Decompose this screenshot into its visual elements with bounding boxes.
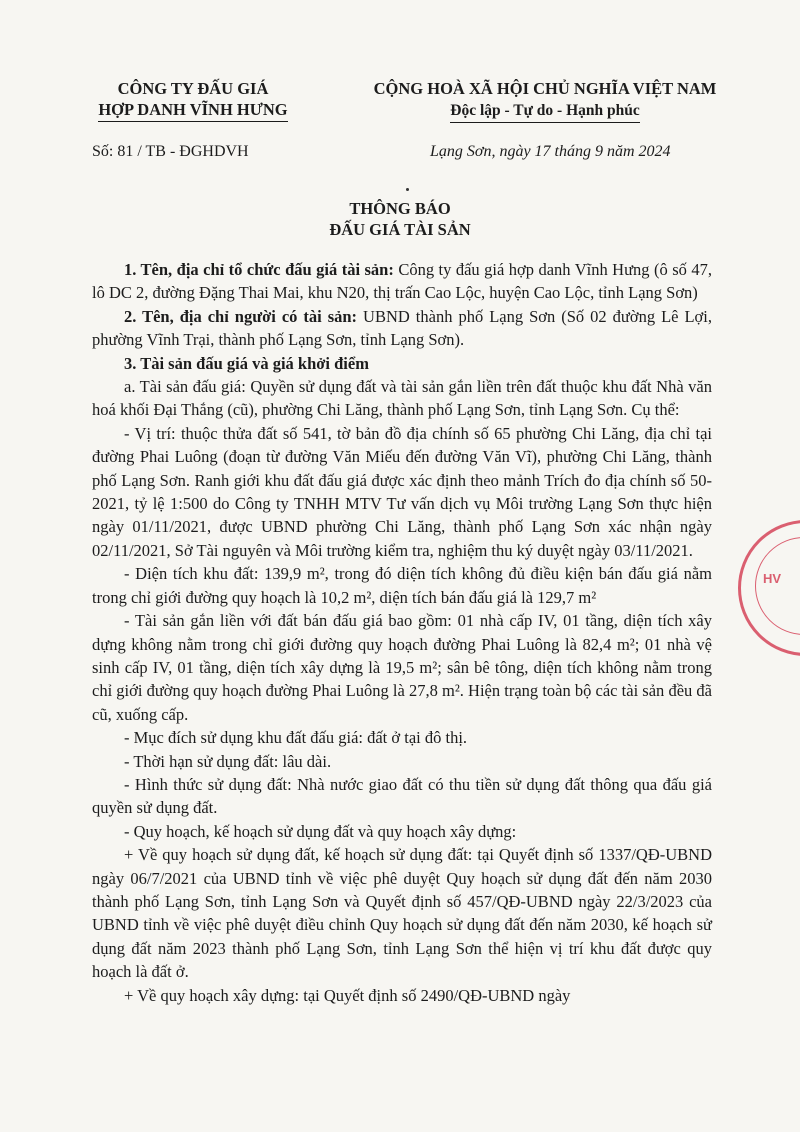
section-2 — [92, 305, 712, 352]
paragraph-location: - Vị trí: thuộc thửa đất số 541, tờ bản đồ địa chính số 65 phường Chi Lăng, địa chỉ tại đường Phai Luông (đoạn từ đường Văn Miếu đến đường Văn Vĩ), phường Chi Lăng, thành phố Lạng Sơn. Ranh giới khu đất đấu giá được xác định theo mảnh Trích đo địa chính số 50-2021, tỷ lệ 1:500 do Công ty TNHH MTV Tư vấn dịch vụ Môi trường Lạng Sơn thực hiện ngày 01/11/2021, được UBND phường Chi Lăng, thành phố Lạng Sơn xác nhận ngày 02/11/2021, Sở Tài nguyên và Môi trường kiểm tra, nghiệm thu ký duyệt ngày 03/11/2021. — [92, 423, 712, 560]
section-3-heading: 3. Tài sản đấu giá và giá khởi điểm — [124, 353, 369, 373]
paragraph-purpose: - Mục đích sử dụng khu đất đấu giá: đất ở tại đô thị. — [124, 728, 468, 748]
place-and-date: Lạng Sơn, ngày 17 tháng 9 năm 2024 — [430, 143, 671, 160]
organization-header — [78, 78, 308, 122]
org-name-line2: HỢP DANH VĨNH HƯNG — [98, 99, 287, 122]
title-line1: THÔNG BÁO — [349, 199, 451, 218]
stamp-text: HV — [763, 571, 782, 586]
ink-dot — [406, 188, 409, 191]
paragraph-land-use: + Về quy hoạch sử dụng đất, kế hoạch sử dụng đất: tại Quyết định số 1337/QĐ-UBND ngày 06/7/2021 của UBND tỉnh về việc phê duyệt Quy hoạch sử dụng đất đến năm 2030 thành phố Lạng Sơn, tỉnh Lạng Sơn và Quyết định số 457/QĐ-UBND ngày 22/3/2023 của UBND tỉnh về việc phê duyệt điều chỉnh Quy hoạch sử dụng đất đến năm 2030, kế hoạch sử dụng đất năm 2023 thành phố Lạng Sơn, tỉnh Lạng Sơn thể hiện vị trí khu đất được quy hoạch là đất ở. — [92, 845, 712, 982]
nation-name: CỘNG HOÀ XÃ HỘI CHỦ NGHĨA VIỆT NAM — [373, 79, 717, 98]
title-line2: ĐẤU GIÁ TÀI SẢN — [329, 220, 471, 239]
paragraph-asset: a. Tài sản đấu giá: Quyền sử dụng đất và tài sản gắn liền trên đất thuộc khu đất Nhà văn hoá khối Đại Thắng (cũ), phường Chi Lăng, thành phố Lạng Sơn, tỉnh Lạng Sơn. Cụ thể: — [92, 377, 712, 420]
national-motto: Độc lập - Tự do - Hạnh phúc — [450, 100, 639, 123]
section-1 — [92, 258, 712, 305]
stamp-inner-ring — [755, 537, 800, 635]
national-header — [355, 78, 735, 123]
paragraph-term: - Thời hạn sử dụng đất: lâu dài. — [124, 751, 332, 771]
red-seal-stamp — [738, 520, 800, 656]
section-1-heading: 1. Tên, địa chỉ tổ chức đấu giá tài sản: — [124, 260, 394, 279]
section-2-heading: 2. Tên, địa chỉ người có tài sản: — [124, 306, 358, 326]
document-title — [0, 198, 800, 240]
org-name-line1: CÔNG TY ĐẤU GIÁ — [117, 79, 269, 98]
paragraph-form: - Hình thức sử dụng đất: Nhà nước giao đất có thu tiền sử dụng đất thông qua đấu giá quyền sử dụng đất. — [92, 774, 712, 818]
section-1-text: Công ty đấu giá hợp danh Vĩnh Hưng (ô số 47, lô DC 2, đường Đặng Thai Mai, khu N20, thị trấn Cao Lộc, huyện Cao Lộc, tỉnh Lạng Sơn) — [92, 260, 712, 303]
document-body — [92, 258, 712, 1007]
document-number: Số: 81 / TB - ĐGHDVH — [92, 143, 249, 160]
paragraph-construction: + Về quy hoạch xây dựng: tại Quyết định số 2490/QĐ-UBND ngày — [124, 985, 571, 1005]
paragraph-attached-assets: - Tài sản gắn liền với đất bán đấu giá bao gồm: 01 nhà cấp IV, 01 tầng, diện tích xây dựng không nằm trong chỉ giới đường quy hoạch đường Phai Luông là 82,4 m²; 01 nhà vệ sinh cấp IV, 01 tầng, diện tích xây dựng là 19,5 m²; sân bê tông, diện tích không nằm trong chỉ giới đường quy hoạch đường Phai Luông là 27,8 m². Hiện trạng toàn bộ các tài sản đều đã cũ, xuống cấp. — [92, 611, 712, 724]
paragraph-planning: - Quy hoạch, kế hoạch sử dụng đất và quy hoạch xây dựng: — [124, 821, 517, 841]
section-2-text: UBND thành phố Lạng Sơn (Số 02 đường Lê Lợi, phường Vĩnh Trại, thành phố Lạng Sơn, tỉnh Lạng Sơn). — [92, 306, 712, 350]
paragraph-area: - Diện tích khu đất: 139,9 m², trong đó diện tích không đủ điều kiện bán đấu giá nằm trong chỉ giới đường quy hoạch là 10,2 m², diện tích bán đấu giá là 129,7 m² — [92, 564, 712, 607]
section-3 — [92, 352, 712, 375]
